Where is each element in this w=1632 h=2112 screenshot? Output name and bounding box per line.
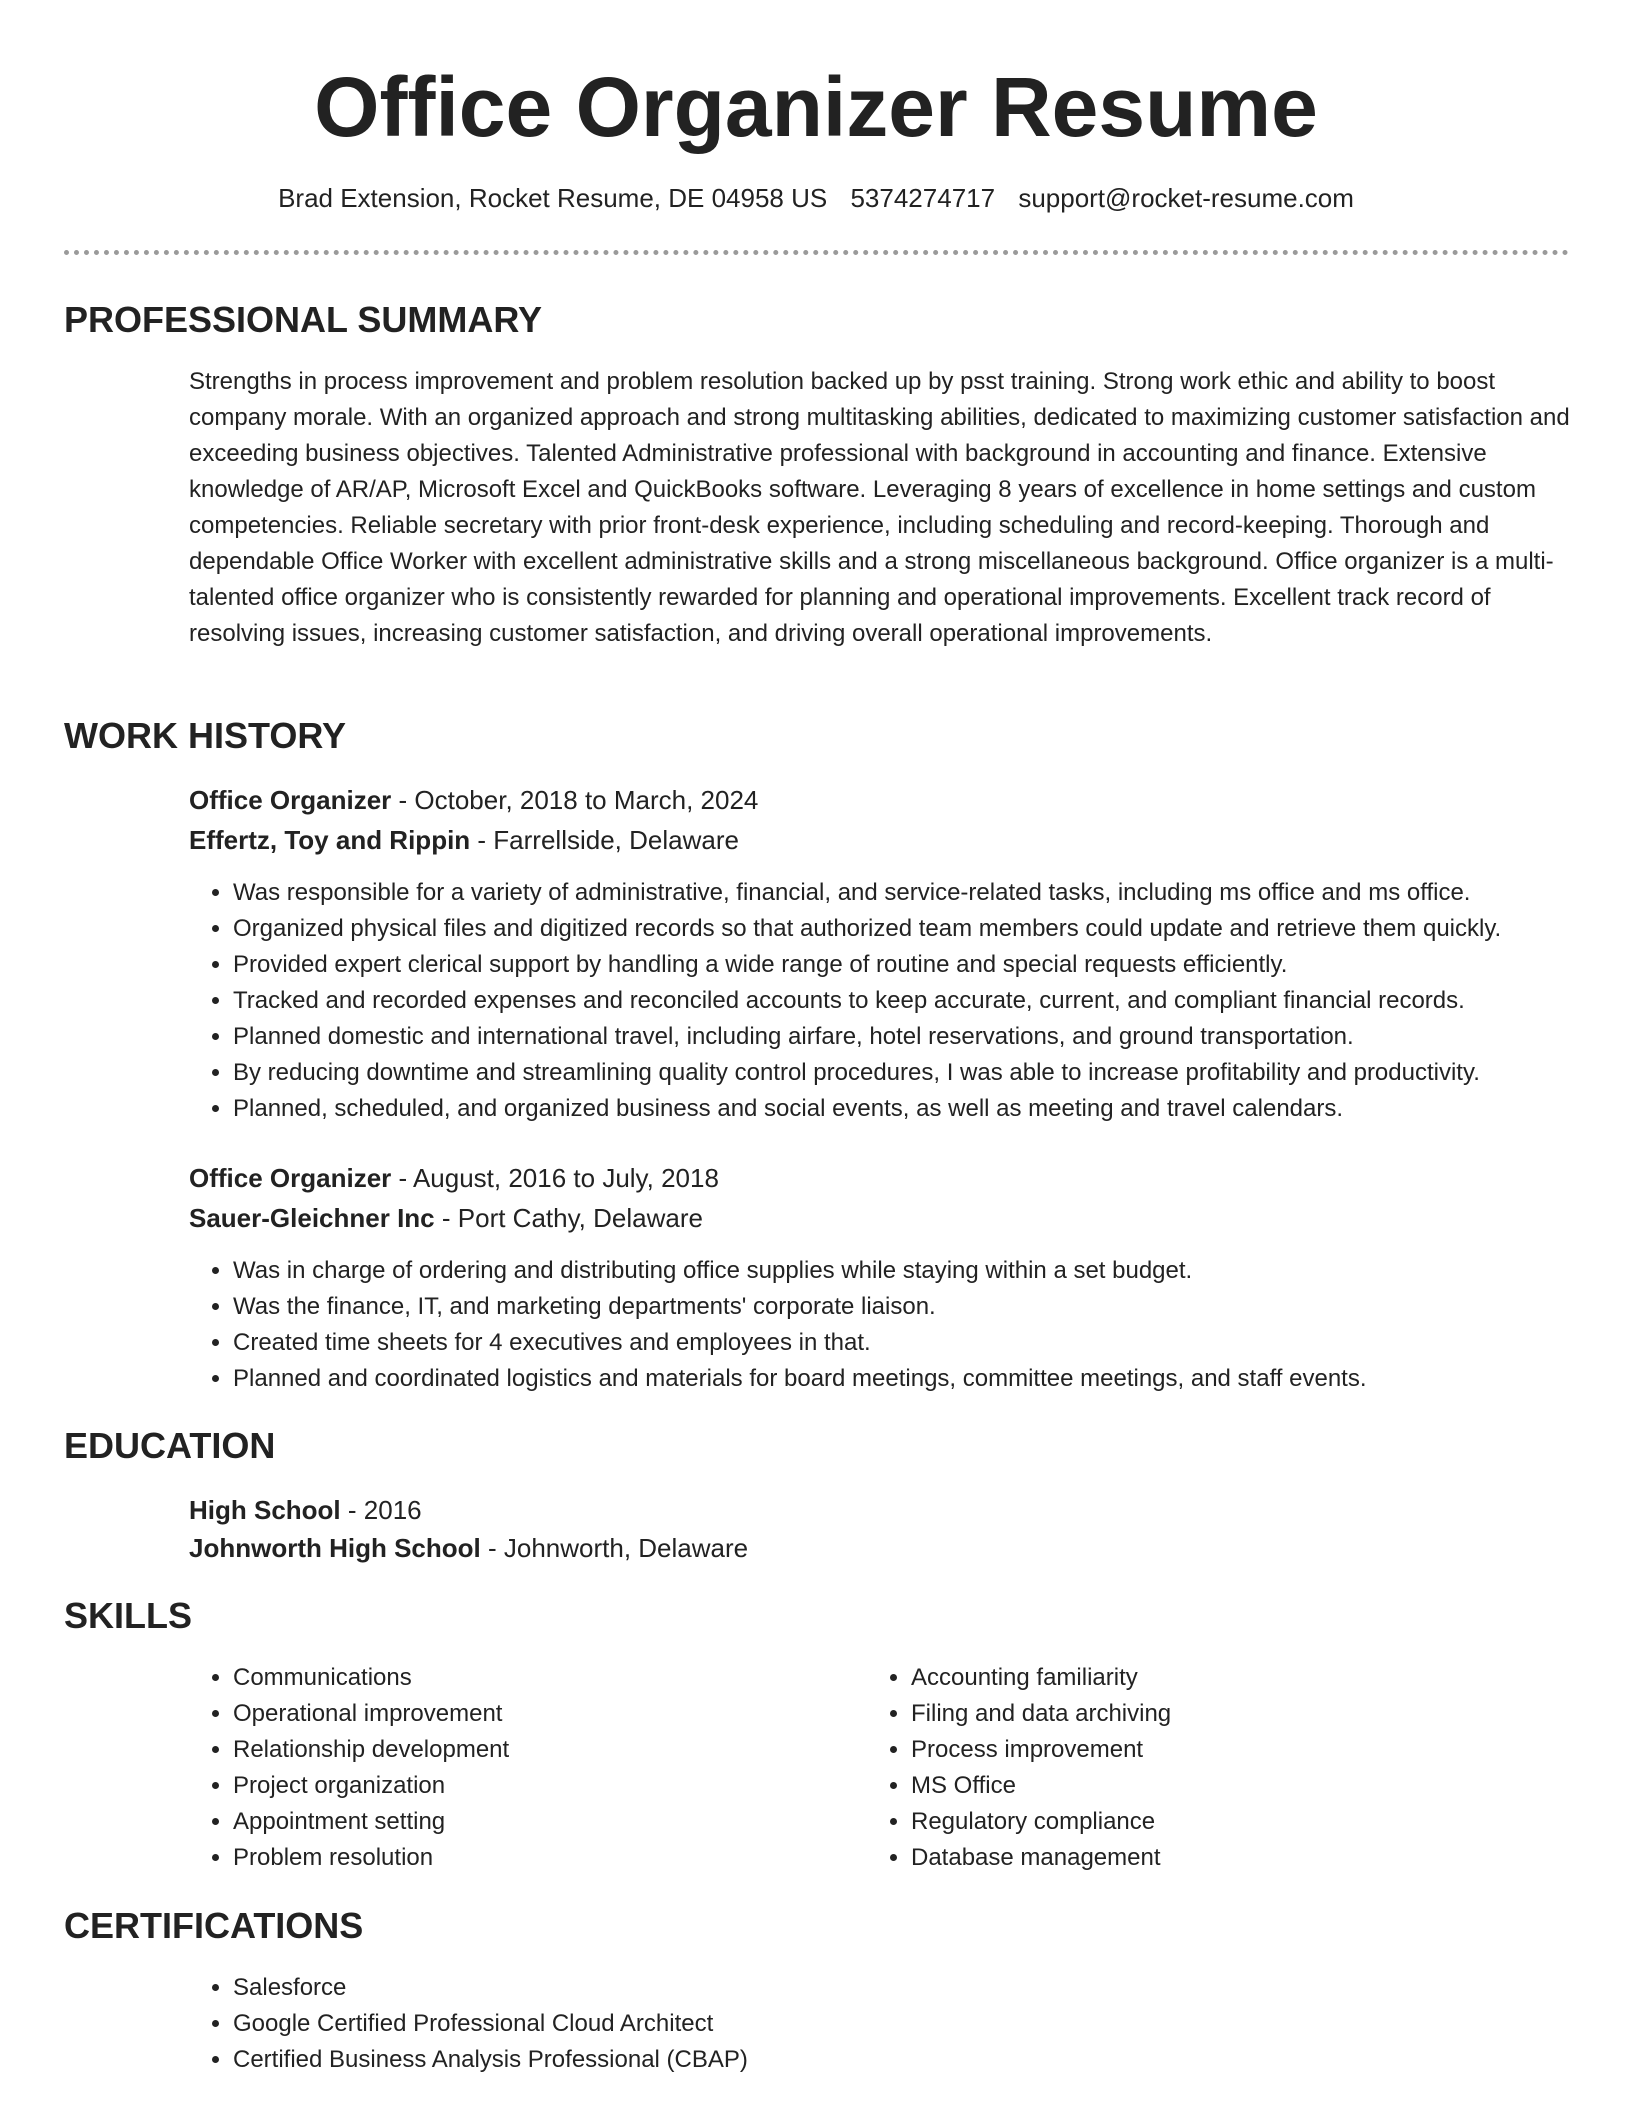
work-history-heading: WORK HISTORY — [64, 715, 347, 756]
list-item: • Planned and coordinated logistics and materials for board meetings, committee meetings, and staff events. — [233, 1361, 1367, 1397]
summary-text: Strengths in process improvement and problem resolution backed up by psst training. Strong work ethic and ability to boost company morale. With an organized approach and strong multitasking abilities, dedicated to maximizing customer satisfaction and exceeding business objectives. Talented Administrative professional with background in accounting and finance. Extensive knowledge of AR/AP, Microsoft Excel and QuickBooks software. Leveraging 8 years of excellence in home settings and custom competencies. Reliable secretary with prior front-desk experience, including scheduling and record-keeping. Thorough and dependable Office Worker with excellent administrative skills and a strong miscellaneous background. Office organizer is a multi-talented office organizer who is consistently rewarded for planning and operational improvements. Excellent track record of resolving issues, increasing customer satisfaction, and driving overall operational improvements. — [189, 368, 1570, 647]
education-degree: High School — [189, 1495, 341, 1525]
job-1-role: Office Organizer — [189, 785, 392, 815]
list-item: • Created time sheets for 4 executives and employees in that. — [233, 1325, 1367, 1361]
job-1-company-line — [189, 820, 739, 860]
job-1-company: Effertz, Toy and Rippin — [189, 825, 471, 855]
list-item: • Relationship development — [233, 1732, 509, 1768]
list-item: • Was responsible for a variety of administrative, financial, and service-related tasks, including ms office and ms office. — [233, 875, 1501, 911]
list-item: • Operational improvement — [233, 1696, 509, 1732]
list-item: • Google Certified Professional Cloud Architect — [233, 2006, 748, 2042]
list-item: • Tracked and recorded expenses and reconciled accounts to keep accurate, current, and compliant financial records. — [233, 983, 1501, 1019]
certifications-list — [189, 1970, 748, 2078]
contact-line — [0, 178, 1632, 218]
job-2-company: Sauer-Gleichner Inc — [189, 1203, 435, 1233]
job-2-dates: - August, 2016 to July, 2018 — [391, 1163, 719, 1193]
list-item: • Communications — [233, 1660, 509, 1696]
list-item: • Project organization — [233, 1768, 509, 1804]
list-item: • Organized physical files and digitized records so that authorized team members could update and retrieve them quickly. — [233, 911, 1501, 947]
list-item: • Planned domestic and international travel, including airfare, hotel reservations, and ground transportation. — [233, 1019, 1501, 1055]
list-item: • Planned, scheduled, and organized business and social events, as well as meeting and travel calendars. — [233, 1091, 1501, 1127]
contact-phone: 5374274717 — [850, 183, 996, 213]
skills-heading: SKILLS — [64, 1595, 193, 1636]
list-item: • MS Office — [911, 1768, 1171, 1804]
list-item: • Accounting familiarity — [911, 1660, 1171, 1696]
list-item: • Salesforce — [233, 1970, 748, 2006]
education-school: Johnworth High School — [189, 1533, 481, 1563]
job-2-role: Office Organizer — [189, 1163, 392, 1193]
education-location: - Johnworth, Delaware — [480, 1533, 749, 1563]
job-2-duties — [189, 1253, 1367, 1397]
job-1-dates: - October, 2018 to March, 2024 — [391, 785, 759, 815]
list-item: • By reducing downtime and streamlining quality control procedures, I was able to increase profitability and productivity. — [233, 1055, 1501, 1091]
education-school-line — [189, 1528, 748, 1568]
list-item: • Filing and data archiving — [911, 1696, 1171, 1732]
list-item: • Appointment setting — [233, 1804, 509, 1840]
job-1-duties — [189, 875, 1501, 1127]
resume-title: Office Organizer Resume — [314, 60, 1318, 154]
job-1-title-line — [189, 780, 758, 820]
list-item: • Problem resolution — [233, 1840, 509, 1876]
header-divider — [64, 250, 1569, 255]
education-year: - 2016 — [340, 1495, 422, 1525]
job-2-company-line — [189, 1198, 703, 1238]
list-item: • Was the finance, IT, and marketing departments' corporate liaison. — [233, 1289, 1367, 1325]
job-2-location: - Port Cathy, Delaware — [434, 1203, 703, 1233]
list-item: • Regulatory compliance — [911, 1804, 1171, 1840]
education-degree-line — [189, 1490, 422, 1530]
contact-address: Brad Extension, Rocket Resume, DE 04958 US — [278, 183, 828, 213]
list-item: • Process improvement — [911, 1732, 1171, 1768]
job-2-title-line — [189, 1158, 719, 1198]
list-item: • Database management — [911, 1840, 1171, 1876]
job-1-location: - Farrellside, Delaware — [470, 825, 739, 855]
skills-list-right — [867, 1660, 1171, 1876]
list-item: • Provided expert clerical support by handling a wide range of routine and special requests efficiently. — [233, 947, 1501, 983]
summary-heading: PROFESSIONAL SUMMARY — [64, 299, 543, 340]
list-item: • Certified Business Analysis Professional (CBAP) — [233, 2042, 748, 2078]
education-heading: EDUCATION — [64, 1425, 276, 1466]
skills-list-left — [189, 1660, 509, 1876]
certifications-heading: CERTIFICATIONS — [64, 1905, 364, 1946]
contact-email: support@rocket-resume.com — [1018, 183, 1354, 213]
list-item: • Was in charge of ordering and distributing office supplies while staying within a set budget. — [233, 1253, 1367, 1289]
